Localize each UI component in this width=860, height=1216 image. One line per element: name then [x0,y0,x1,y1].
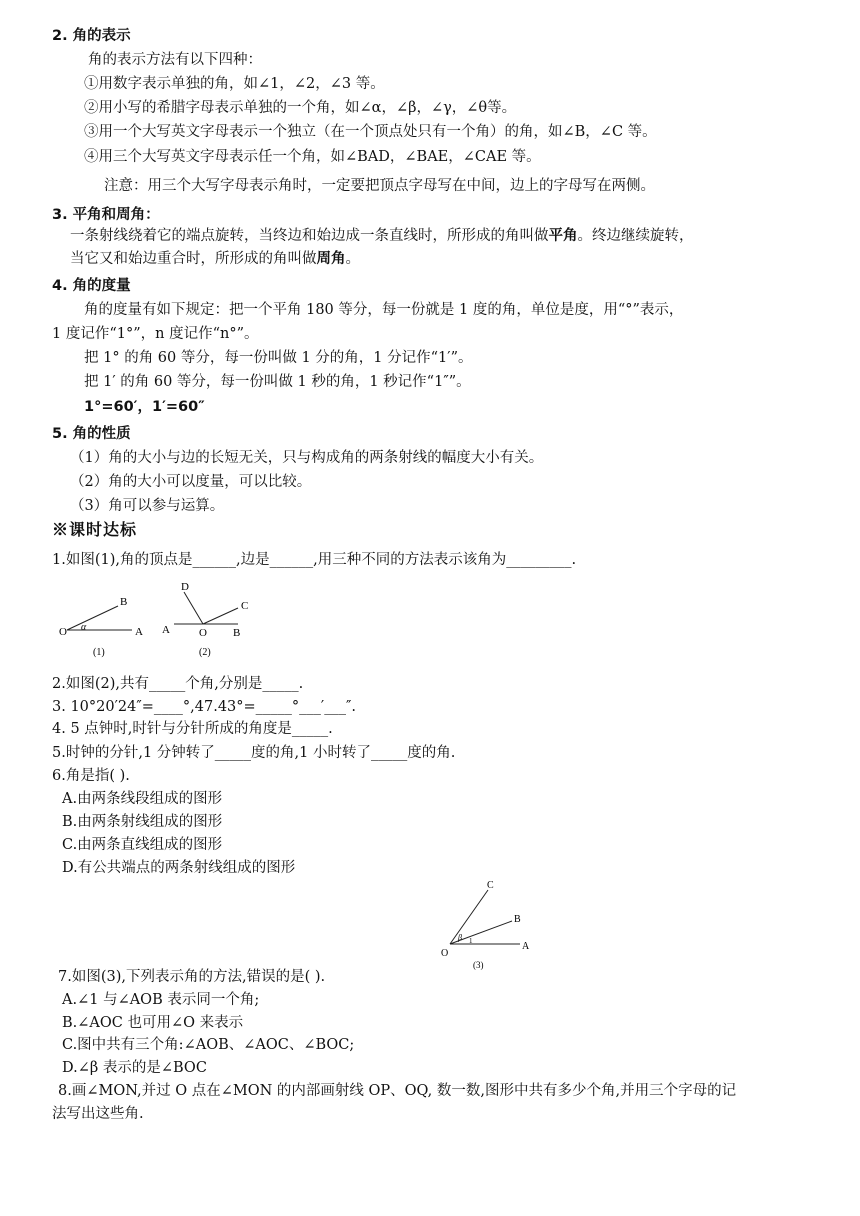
fig3-label-c: C [487,880,494,891]
fig2-ray-oc [203,608,238,624]
term-round-angle: 周角 [316,250,346,267]
figure-3 [436,878,546,974]
fig1-label-alpha: α [81,622,87,633]
s3-text: 。终边继续旋转， [577,228,694,244]
section-4-title: 4. 角的度量 [52,278,131,294]
question-7-option-c: C.图中共有三个角:∠AOB、∠AOC、∠BOC; [62,1037,355,1053]
s2-method-3: ③用一个大写英文字母表示一个独立（在一个顶点处只有一个角）的角，如∠B，∠C 等。 [84,124,657,140]
fig2-label-d: D [181,581,189,593]
s4-para-3: 把 1° 的角 60 等分，每一份叫做 1 分的角，1 分记作“1′”。 [84,350,473,366]
fig2-label-o: O [199,627,207,639]
fig1-label-b: B [120,596,128,608]
question-6: 6.角是指( ). [52,768,130,784]
fig3-label-o: O [441,948,449,959]
s3-text: 。 [345,251,360,267]
fig3-label-one: 1 [469,937,473,945]
s4-para-1: 角的度量有如下规定：把一个平角 180 等分，每一份就是 1 度的角，单位是度，用“°”表示， [84,302,684,318]
question-5: 5.时钟的分针,1 分钟转了_____度的角,1 小时转了_____度的角. [52,745,456,761]
fig3-label-beta: β [458,933,462,942]
question-8-line-2: 法写出这些角. [52,1106,144,1122]
s2-intro: 角的表示方法有以下四种： [88,52,262,68]
s2-method-4: ④用三个大写英文字母表示任一个角，如∠BAD，∠BAE，∠CAE 等。 [84,149,541,165]
fig3-ray-oc [450,890,488,944]
fig2-ray-od [184,592,203,624]
s3-text: 当它又和始边重合时，所形成的角叫做 [70,251,317,267]
s4-conversion: 1°=60′，1′=60″ [84,399,205,415]
s3-para-1 [70,226,694,246]
s5-item-3: （3）角可以参与运算。 [70,498,225,514]
s4-para-4: 把 1′ 的角 60 等分，每一份叫做 1 秒的角，1 秒记作“1″”。 [84,374,471,390]
fig1-caption: (1) [93,647,105,658]
section-3-title: 3. 平角和周角： [52,207,160,223]
question-1: 1.如图(1),角的顶点是______,边是______,用三种不同的方法表示该角为_________. [52,552,577,568]
fig2-label-b: B [233,627,241,639]
question-4: 4. 5 点钟时,时针与分针所成的角度是_____. [52,721,333,737]
s5-item-2: （2）角的大小可以度量，可以比较。 [70,474,312,490]
fig2-caption: (2) [199,647,211,658]
s2-method-2: ②用小写的希腊字母表示单独的一个角，如∠α，∠β，∠γ，∠θ等。 [84,100,517,116]
fig3-label-a: A [522,941,530,952]
question-3: 3. 10°20′24″=____°,47.43°=_____°___′___″. [52,699,356,715]
fig3-caption: (3) [473,960,484,970]
fig1-label-a: A [135,626,143,638]
term-straight-angle: 平角 [548,227,578,244]
question-7-option-b: B.∠AOC 也可用∠O 来表示 [62,1015,244,1031]
question-7-option-d: D.∠β 表示的是∠BOC [62,1060,207,1076]
s2-method-1: ①用数字表示单独的角，如∠1，∠2，∠3 等。 [84,76,385,92]
figure-1 [55,590,155,660]
question-7: 7.如图(3),下列表示角的方法,错误的是( ). [58,969,326,985]
s3-para-2 [70,249,360,269]
question-6-option-c: C.由两条直线组成的图形 [62,837,223,853]
fig2-label-a: A [162,624,170,636]
fig2-label-c: C [241,600,249,612]
question-8-line-1: 8.画∠MON,并过 O 点在∠MON 的内部画射线 OP、OQ, 数一数,图形中共有多少个角,并用三个字母的记 [58,1083,737,1099]
figure-2 [158,578,258,662]
question-6-option-b: B.由两条射线组成的图形 [62,814,223,830]
section-5-title: 5. 角的性质 [52,426,131,442]
question-2: 2.如图(2),共有_____个角,分别是_____. [52,676,304,692]
s3-text: 一条射线绕着它的端点旋转，当终边和始边成一条直线时，所形成的角叫做 [70,228,549,244]
fig3-label-b: B [514,914,521,925]
fig1-label-o: O [59,626,67,638]
question-6-option-d: D.有公共端点的两条射线组成的图形 [62,860,296,876]
question-7-option-a: A.∠1 与∠AOB 表示同一个角; [62,992,260,1008]
exercise-heading: ※课时达标 [52,520,138,539]
s4-para-2: 1 度记作“1°”，n 度记作“n°”。 [52,326,259,342]
fig1-ray-ob [67,606,118,630]
s5-item-1: （1）角的大小与边的长短无关，只与构成角的两条射线的幅度大小有关。 [70,450,544,466]
question-6-option-a: A.由两条线段组成的图形 [62,791,223,807]
section-2-title: 2. 角的表示 [52,28,131,44]
s2-note: 注意：用三个大写字母表示角时，一定要把顶点字母写在中间，边上的字母写在两侧。 [104,178,655,194]
